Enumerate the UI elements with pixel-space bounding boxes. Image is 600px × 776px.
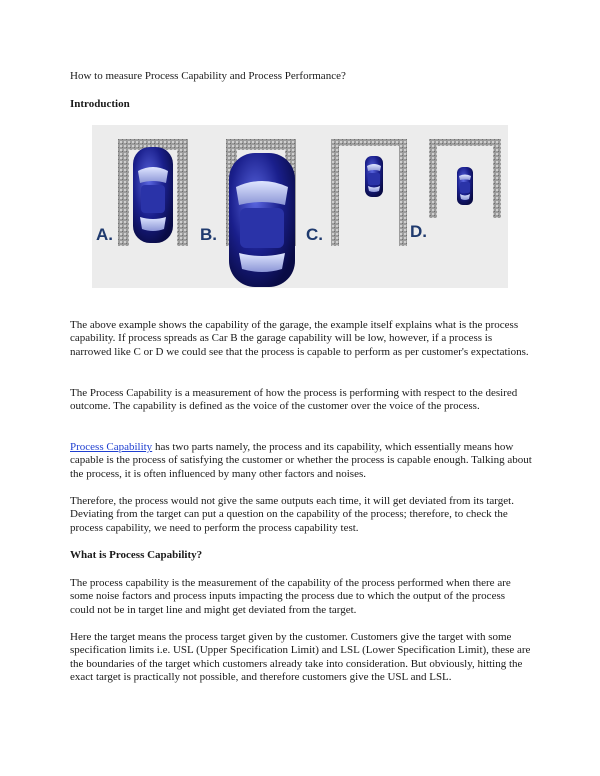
paragraph-6: Here the target means the process target given by the customer. Customers give the target with some specification limits i.e. USL (Upper Specification Limit) and LSL (Lower Specification Limit), these are the boundaries of the target which customers already take into consideration. But obviously, hitting the exact target is practically not possible, and therefore customers give the USL and LSL. bbox=[70, 631, 531, 683]
car-d-icon bbox=[457, 167, 473, 205]
car-c-icon bbox=[365, 156, 383, 197]
section-heading: What is Process Capability? bbox=[70, 549, 203, 561]
paragraph-3-text: has two parts namely, the process and its capability, which essentially means how capable is the process of satisfying the customer or whether the process is capable enough. Talking about the process, it is often influenced by many other factors and noises. bbox=[70, 441, 532, 480]
label-d: D. bbox=[410, 222, 427, 241]
garage-capability-figure bbox=[92, 125, 508, 288]
label-c: C. bbox=[306, 225, 323, 244]
car-b-icon bbox=[229, 153, 295, 287]
document-title: How to measure Process Capability and Process Performance? bbox=[70, 70, 346, 82]
paragraph-5: The process capability is the measurement of the capability of the process performed when there are some noise factors and process inputs impacting the process due to which the output of the process could not be in target line and might get deviated from the target. bbox=[70, 577, 511, 616]
paragraph-3 bbox=[70, 441, 532, 481]
intro-heading: Introduction bbox=[70, 98, 130, 110]
paragraph-4: Therefore, the process would not give the same outputs each time, it will get deviated from its target. Deviating from the target can put a question on the capability of the process; therefore, to check the process capability, we need to perform the process capability test. bbox=[70, 495, 514, 534]
label-a: A. bbox=[96, 225, 113, 244]
label-b: B. bbox=[200, 225, 217, 244]
process-capability-link[interactable]: Process Capability bbox=[70, 441, 153, 453]
paragraph-1: The above example shows the capability of the garage, the example itself explains what is the process capability. If process spreads as Car B the garage capability will be low, however, if a process is narrowed like C or D we could see that the process is capable to perform as per customer's expectations. bbox=[70, 319, 529, 358]
garage-illustration bbox=[92, 125, 508, 300]
paragraph-2: The Process Capability is a measurement of how the process is performing with respect to the desired outcome. The capability is defined as the voice of the customer over the voice of the process. bbox=[70, 387, 518, 413]
car-a-icon bbox=[133, 147, 173, 243]
